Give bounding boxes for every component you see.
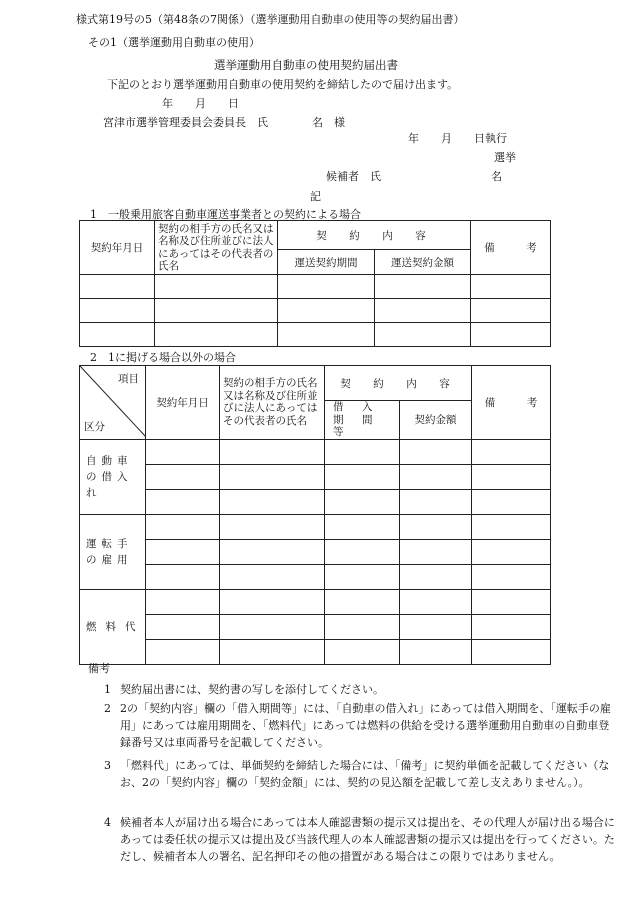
table-row [80,323,551,347]
row-car-rental: 自動車の借入れ [80,439,146,514]
s1-col-date: 契約年月日 [80,221,155,275]
s1-col-period: 運送契約期間 [278,250,375,275]
table-row [80,564,551,589]
note-text: 契約届出書には、契約書の写しを添付してください。 [120,683,384,696]
candidate-name: 候補者 氏 名 [326,170,502,183]
note-number: 2 [104,702,111,715]
table-row [80,275,551,299]
table-row [80,614,551,639]
notes-heading: 備考 [88,662,110,675]
intro-text: 下記のとおり選挙運動用自動車の使用契約を締結したので届け出ます。 [107,78,459,91]
addressee: 宮津市選挙管理委員会委員長 氏 名 様 [103,116,345,129]
note-1 [104,681,619,698]
table-row [80,489,551,514]
note-number: 4 [104,816,111,829]
table-row [80,514,551,539]
note-3 [104,757,619,791]
s2-col-party: 契約の相手方の氏名又は名称及び住所並びに法人にあってはその代表者の氏名 [220,366,325,440]
section2-table [79,365,551,665]
s2-col-contents: 契 約 内 容 [325,366,472,401]
row-driver-hire: 運転手の雇用 [80,514,146,589]
s2-col-division: 区分 [84,420,105,433]
s2-col-item: 項目 [118,373,139,385]
table-row [80,299,551,323]
note-text: 「燃料代」にあっては、単価契約を締結した場合には、「備考」に契約単価を記載してください（なお、2の「契約内容」欄の「契約金額」には、契約の見込額を記載して差し支えありません。）。 [120,759,610,789]
s2-col-period: 借 入 期 間 等 [325,401,400,440]
note-text: 2の「契約内容」欄の「借入期間等」には、「自動車の借入れ」にあっては借入期間を、「運転手の雇用」にあっては雇用期間を、「燃料代」にあっては燃料の供給を受ける選挙運動用自動車の自動車登録番号又は車両番号を記載してください。 [120,702,611,749]
s1-col-remarks: 備 考 [471,221,551,275]
table-row [80,589,551,614]
election-label: 選挙 [494,151,516,164]
table-row [80,464,551,489]
page-title: 選挙運動用自動車の使用契約届出書 [214,58,398,72]
submission-date: 年 月 日 [162,97,239,110]
row-fuel: 燃料代 [80,589,146,664]
note-2 [104,700,619,751]
note-number: 1 [104,683,111,696]
table-row [80,639,551,664]
election-date: 年 月 日執行 [408,132,507,145]
ki-label: 記 [310,190,321,203]
form-number: 様式第19号の5（第48条の7関係）（選挙運動用自動車の使用等の契約届出書） [76,13,465,26]
s2-col-amount: 契約金額 [400,401,472,440]
note-4 [104,814,619,865]
s2-col-remarks: 備 考 [472,366,551,440]
note-text: 候補者本人が届け出る場合にあっては本人確認書類の提示又は提出を、その代理人が届け出る場合にあっては委任状の提示又は提出及び当該代理人の本人確認書類の提示又は提出を行ってください。ただし、候補者本人の署名、記名押印その他の措置がある場合はこの限りではありません。 [120,816,615,863]
table-row [80,539,551,564]
s1-col-amount: 運送契約金額 [375,250,471,275]
s2-col-date: 契約年月日 [146,366,220,440]
s1-col-contents: 契 約 内 容 [278,221,471,250]
section2-heading: 2 1に掲げる場合以外の場合 [90,351,236,364]
s1-col-party: 契約の相手方の氏名又は名称及び住所並びに法人にあってはその代表者の氏名 [155,221,278,275]
s2-item-division-header [80,366,146,440]
note-number: 3 [104,759,111,772]
table-row [80,439,551,464]
section1-heading: 1 一般乗用旅客自動車運送事業者との契約による場合 [90,208,361,221]
section1-table [79,220,551,347]
form-part: その1（選挙運動用自動車の使用） [88,36,260,49]
